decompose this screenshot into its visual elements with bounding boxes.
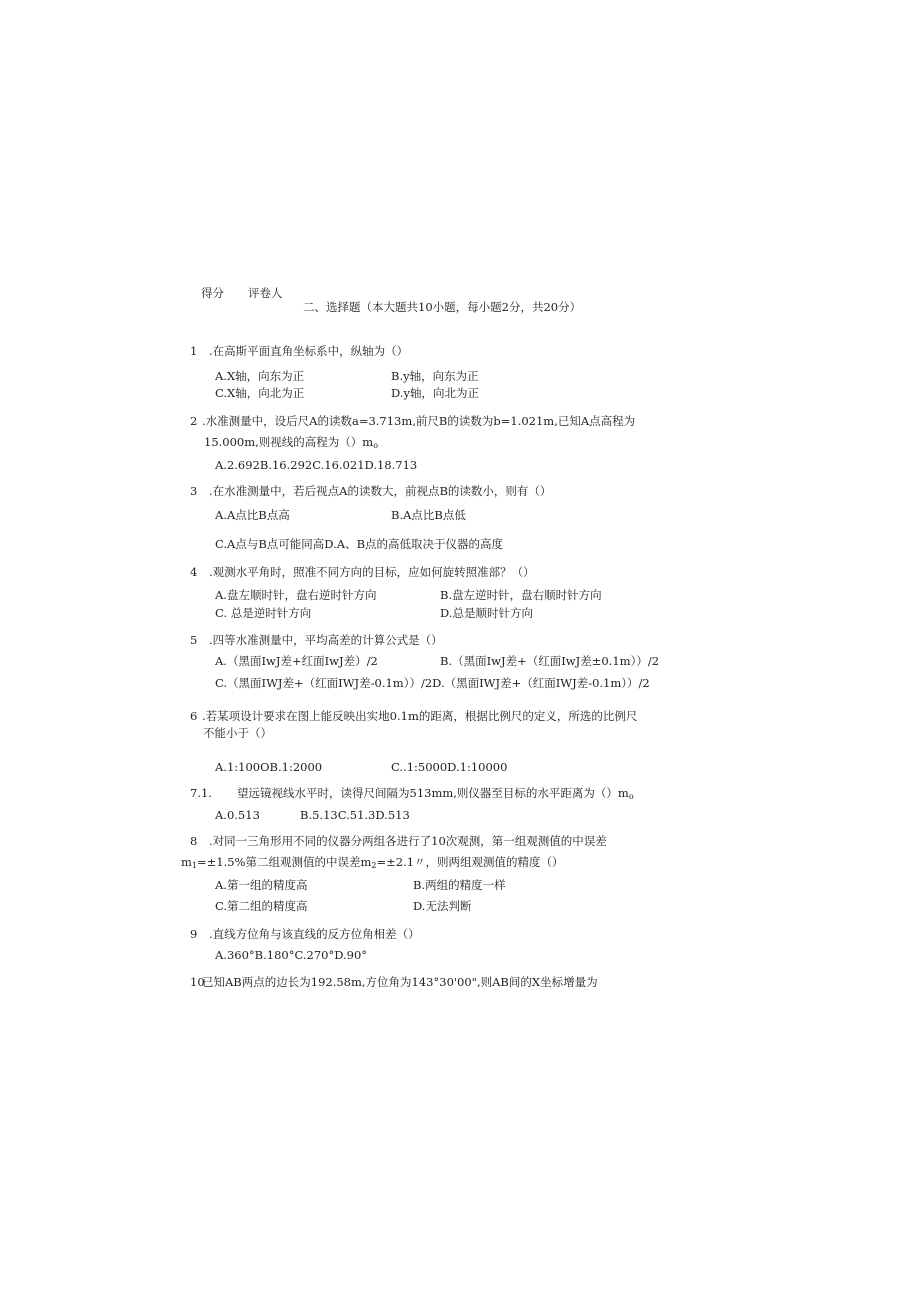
question-10-number: 10: [190, 975, 205, 989]
question-8-option-d: D.无法判断: [413, 899, 472, 913]
question-8-stem-cont: $m_1=\pm 1.5\%$第二组观测值的中误差$m_2=\pm 2.1$〃，则两组观测值的精度（）: [181, 855, 564, 870]
question-6-number: 6: [190, 709, 198, 723]
question-2-options: A.2.692B.16.292C.16.021D.18.713: [215, 458, 418, 472]
question-5-number: 5: [190, 633, 198, 647]
question-9-stem: .直线方位角与该直线的反方位角相差（）: [209, 927, 420, 941]
question-4-number: 4: [190, 565, 198, 579]
question-3-number: 3: [190, 484, 198, 498]
question-3-stem: .在水准测量中，若后视点A的读数大，前视点B的读数小，则有（）: [209, 484, 552, 498]
question-9-number: 9: [190, 927, 198, 941]
question-5-option-a: A.（黑面IwJ差+红面IwJ差）/2: [215, 654, 378, 668]
question-8-number: 8: [190, 834, 198, 848]
question-3-option-b: B.A点比B点低: [391, 508, 466, 522]
question-8-stem: .对同一三角形用不同的仪器分两组各进行了10次观测，第一组观测值的中误差: [209, 834, 607, 848]
question-1-option-a: A.X轴，向东为正: [215, 369, 305, 383]
question-3-option-cd: C.A点与B点可能同高D.A、B点的高低取决于仪器的高度: [215, 537, 504, 551]
question-7-option-a: A.0.513: [215, 808, 260, 822]
question-5-option-b: B.（黑面IwJ差+（红面IwJ差±0.1m））/2: [440, 654, 660, 668]
score-label: 得分: [201, 286, 224, 300]
question-6-stem: .若某项设计要求在图上能反映出实地0.1m的距离，根据比例尺的定义，所选的比例尺: [202, 709, 638, 723]
question-1-option-d: D.y轴，向北为正: [391, 386, 479, 400]
question-1-option-c: C.X轴，向北为正: [215, 386, 305, 400]
question-4-stem: .观测水平角时，照准不同方向的目标，应如何旋转照准部？（）: [209, 565, 535, 579]
question-1-number: 1: [190, 344, 198, 358]
question-4-option-d: D.总是顺时针方向: [440, 606, 533, 620]
question-5-stem: .四等水准测量中，平均高差的计算公式是（）: [209, 633, 443, 647]
question-1-stem: .在高斯平面直角坐标系中，纵轴为（）: [209, 344, 409, 358]
question-8-option-c: C.第二组的精度高: [215, 899, 308, 913]
question-3-option-a: A.A点比B点高: [215, 508, 290, 522]
question-7-number: 7.1.: [190, 786, 212, 800]
question-4-option-a: A.盘左顺时针，盘右逆时针方向: [215, 588, 377, 602]
question-4-option-c: C. 总是逆时针方向: [215, 606, 312, 620]
question-4-option-b: B.盘左逆时针，盘右顺时针方向: [440, 588, 602, 602]
question-5-option-cd: C.（黑面IWJ差+（红面IWJ差-0.1m））/2D.（黑面IWJ差+（红面IWJ差-0.1m））/2: [215, 676, 650, 690]
question-7-stem: 望远镜视线水平时，读得尺间隔为513mm,则仪器至目标的水平距离为$()m_o$: [237, 786, 634, 801]
question-1-option-b: B.y轴，向东为正: [391, 369, 479, 383]
question-8-option-b: B.两组的精度一样: [413, 878, 506, 892]
section-title: 二、选择题（本大题共10小题，每小题2分，共20分）: [303, 300, 582, 314]
grader-label: 评卷人: [248, 286, 283, 300]
question-6-stem-cont: 不能小于（）: [203, 726, 272, 740]
question-8-option-a: A.第一组的精度高: [215, 878, 308, 892]
question-6-option-cd: C..1:5000D.1:10000: [391, 760, 508, 774]
question-2-stem-cont: 15.000m,则视线的高程为$()m_o$: [204, 435, 379, 450]
question-2-stem: .水准测量中，设后尺A的读数a=3.713m,前尺B的读数为b=1.021m,已知A点高程为: [202, 414, 636, 428]
question-9-options: A.360°B.180°C.270°D.90°: [215, 948, 368, 962]
question-10-stem: 已知AB两点的边长为192.58m,方位角为143°30'00",则AB间的X坐标增量为: [202, 975, 598, 989]
question-7-option-bcd: B.5.13C.51.3D.513: [300, 808, 410, 822]
question-2-number: 2: [190, 414, 198, 428]
question-6-option-ab: A.1:100OB.1:2000: [215, 760, 323, 774]
